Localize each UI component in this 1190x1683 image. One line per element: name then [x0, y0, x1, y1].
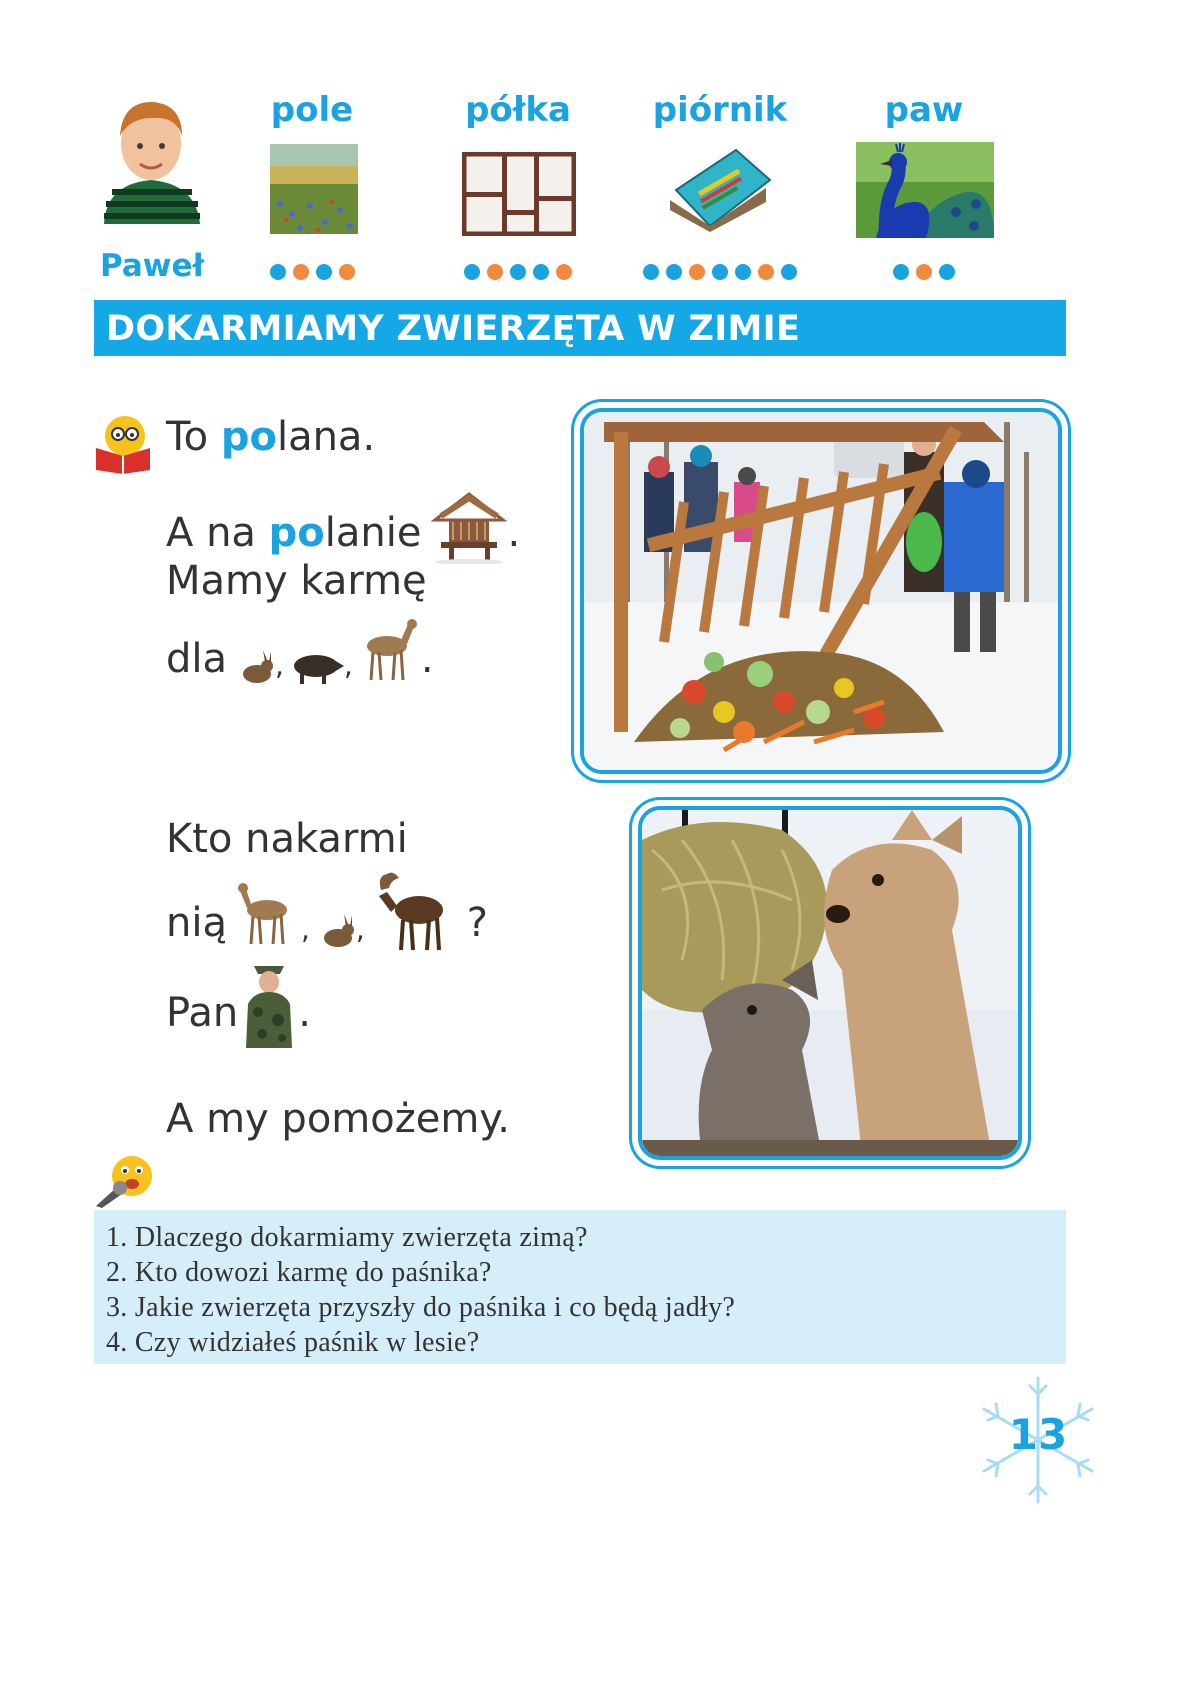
line-pan	[166, 958, 311, 1036]
text: nią	[166, 900, 227, 946]
dot	[735, 264, 751, 280]
line-nia	[166, 866, 488, 946]
field-image	[270, 144, 358, 234]
dot	[270, 264, 286, 280]
pencil-case-image	[666, 140, 776, 234]
forester-icon	[240, 958, 298, 1048]
deer-icon	[357, 616, 421, 682]
text: To	[166, 414, 221, 460]
dot	[712, 264, 728, 280]
dot	[758, 264, 774, 280]
dot	[316, 264, 332, 280]
shelf-image	[462, 152, 576, 236]
reading-smiley-icon	[92, 412, 154, 474]
text: A na	[166, 510, 269, 556]
moose-icon	[375, 866, 455, 952]
dot	[916, 264, 932, 280]
syllable-dots-paw	[824, 264, 1024, 280]
page-number: 13	[1008, 1410, 1068, 1459]
line-a-na-polanie	[166, 490, 520, 556]
text: lanie	[324, 510, 422, 556]
word-paw: paw	[884, 90, 964, 130]
boy-photo	[96, 92, 206, 224]
line-to-polana	[166, 414, 375, 460]
dot	[939, 264, 955, 280]
dot	[689, 264, 705, 280]
dot	[510, 264, 526, 280]
dot	[556, 264, 572, 280]
line-mamy-karme: Mamy karmę	[166, 558, 427, 604]
highlight-syllable: po	[220, 414, 277, 460]
dot	[893, 264, 909, 280]
word-polka: półka	[465, 90, 571, 130]
hare-icon	[320, 912, 356, 946]
feeder-photo	[580, 408, 1062, 774]
section-title: DOKARMIAMY ZWIERZĘTA W ZIMIE	[94, 300, 1066, 356]
deer-icon	[237, 880, 301, 946]
question-2: 2. Kto dowozi karmę do paśnika?	[106, 1257, 492, 1288]
peacock-image	[856, 142, 994, 238]
text: dla	[166, 636, 228, 682]
deer-photo	[638, 806, 1022, 1160]
question-1: 1. Dlaczego dokarmiamy zwierzęta zimą?	[106, 1222, 588, 1253]
line-a-my-pomozemy: A my pomożemy.	[166, 1096, 510, 1142]
dot	[533, 264, 549, 280]
syllable-dots-polka	[418, 264, 618, 280]
text: lana.	[276, 414, 376, 460]
syllable-dots-pole	[212, 264, 412, 280]
hare-icon	[239, 648, 275, 682]
word-piornik: piórnik	[652, 90, 788, 130]
text: ,	[275, 649, 284, 682]
dot	[293, 264, 309, 280]
dot	[339, 264, 355, 280]
question-3: 3. Jakie zwierzęta przyszły do paśnika i co będą jadły?	[106, 1292, 736, 1323]
highlight-syllable: po	[268, 510, 325, 556]
dot	[464, 264, 480, 280]
text: ?	[466, 900, 489, 946]
dot	[643, 264, 659, 280]
text: .	[507, 510, 521, 556]
syllable-dots-piornik	[620, 264, 820, 280]
line-kto-nakarmi: Kto nakarmi	[166, 816, 408, 862]
word-pole: pole	[270, 90, 354, 130]
name-label: Paweł	[100, 248, 204, 284]
boar-icon	[288, 648, 344, 682]
line-dla	[166, 616, 434, 682]
speaking-smiley-icon	[92, 1152, 156, 1208]
dot	[781, 264, 797, 280]
dot	[666, 264, 682, 280]
text: ,	[343, 649, 353, 682]
text: Pan	[166, 990, 239, 1036]
questions-box	[94, 1210, 1066, 1364]
text: ,	[355, 913, 365, 946]
feeder-icon	[431, 490, 507, 564]
text: ,	[300, 913, 310, 946]
text: .	[420, 636, 434, 682]
question-4: 4. Czy widziałeś paśnik w lesie?	[106, 1327, 480, 1358]
text: .	[298, 990, 311, 1036]
dot	[487, 264, 503, 280]
